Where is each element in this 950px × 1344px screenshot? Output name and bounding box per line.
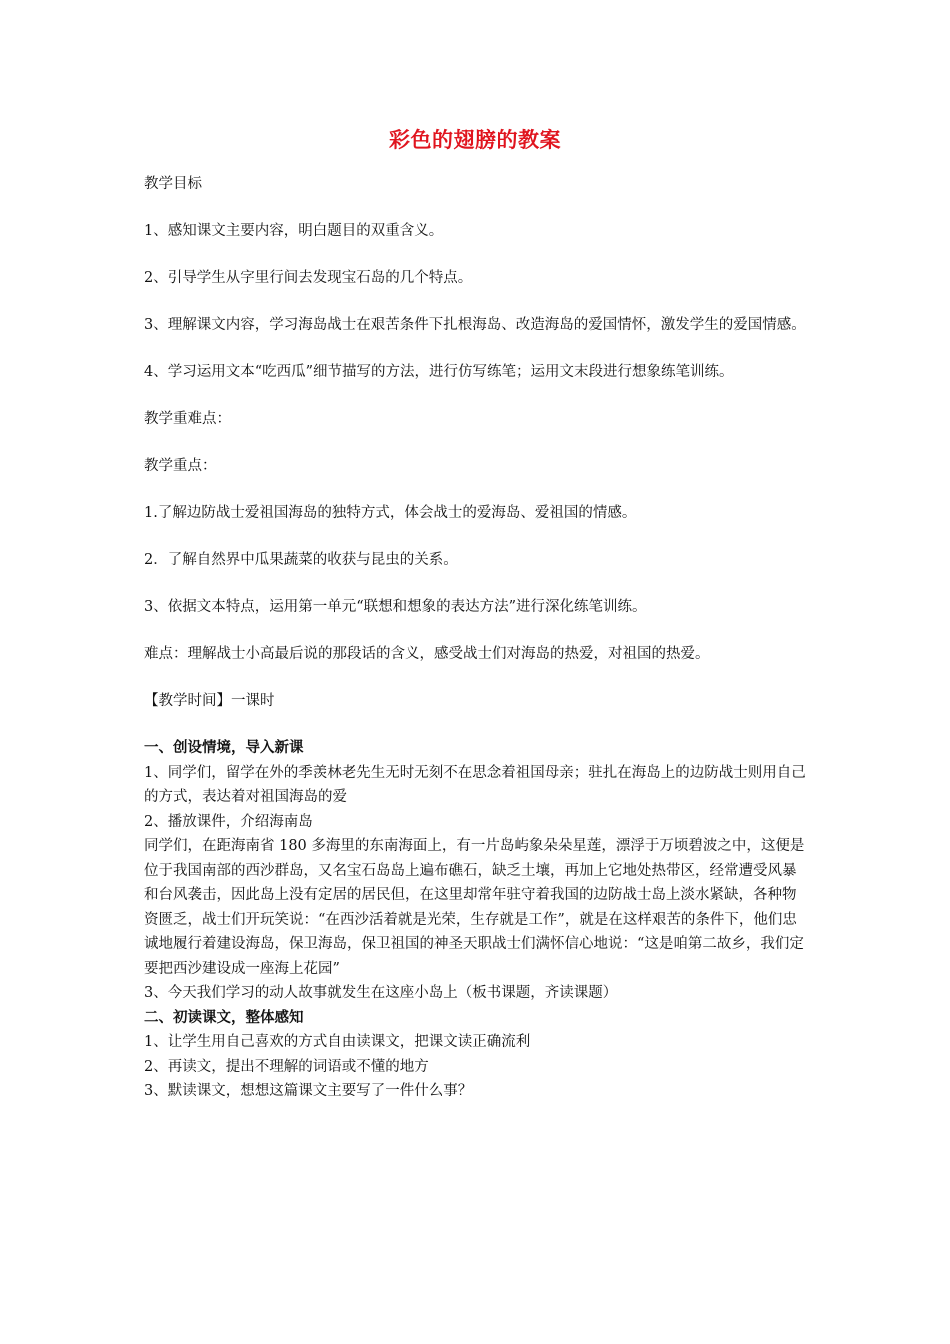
key-difficult-heading: 教学重难点： bbox=[144, 411, 231, 427]
objective-item: 3、理解课文内容，学习海岛战士在艰苦条件下扎根海岛、改造海岛的爱国情怀，激发学生的爱国情感。 bbox=[144, 317, 806, 333]
difficulty-text: 难点：理解战士小高最后说的那段话的含义，感受战士们对海岛的热爱，对祖国的热爱。 bbox=[144, 646, 710, 662]
document-body bbox=[144, 172, 808, 1104]
objective-item: 4、学习运用文本“吃西瓜”细节描写的方法，进行仿写练笔；运用文末段进行想象练笔训练。 bbox=[144, 364, 734, 380]
objectives-heading: 教学目标 bbox=[144, 176, 202, 192]
teaching-time: 【教学时间】一课时 bbox=[144, 693, 275, 709]
section-2-item: 1、让学生用自己喜欢的方式自由读课文，把课文读正确流利 bbox=[144, 1034, 531, 1050]
section-2-item: 3、默读课文，想想这篇课文主要写了一件什么事？ bbox=[144, 1083, 473, 1099]
objective-item: 2、引导学生从字里行间去发现宝石岛的几个特点。 bbox=[144, 270, 473, 286]
objective-item: 1、感知课文主要内容，明白题目的双重含义。 bbox=[144, 223, 444, 239]
document-title: 彩色的翅膀的教案 bbox=[389, 128, 561, 152]
section-2-item: 2、再读文，提出不理解的词语或不懂的地方 bbox=[144, 1058, 429, 1075]
section-1-item: 同学们，在距海南省 180 多海里的东南海面上，有一片岛屿象朵朵星莲，漂浮于万顷碧波之中，这便是位于我国南部的西沙群岛，又名宝石岛岛上遍布礁石，缺乏土壤，再加上它地处热带区，经常遭受风暴和台风袭击，因此岛上没有定居的居民但，在这里却常年驻守着我国的边防战士岛上淡水紧缺，各种物资匮乏，战士们开玩笑说：“在西沙活着就是光荣，生存就是工作”，就是在这样艰苦的条件下，他们忠诚地履行着建设海岛，保卫海岛，保卫祖国的神圣天职战士们满怀信心地说：“这是咱第二故乡，我们定要把西沙建设成一座海上花园” bbox=[144, 838, 805, 977]
section-1-heading: 一、创设情境，导入新课 bbox=[144, 740, 304, 756]
key-points-heading: 教学重点： bbox=[144, 458, 217, 474]
section-1-item: 1、同学们，留学在外的季羡林老先生无时无刻不在思念着祖国母亲；驻扎在海岛上的边防战士则用自己的方式，表达着对祖国海岛的爱 bbox=[144, 764, 806, 805]
section-2 bbox=[144, 1006, 808, 1104]
section-1 bbox=[144, 736, 808, 1006]
key-point-item: 1.了解边防战士爱祖国海岛的独特方式，体会战士的爱海岛、爱祖国的情感。 bbox=[144, 505, 637, 521]
section-1-item: 2、播放课件，介绍海南岛 bbox=[144, 813, 313, 830]
section-1-item: 3、今天我们学习的动人故事就发生在这座小岛上（板书课题，齐读课题） bbox=[144, 985, 618, 1001]
section-2-heading: 二、初读课文，整体感知 bbox=[144, 1009, 304, 1026]
key-point-item: 3、依据文本特点，运用第一单元“联想和想象的表达方法”进行深化练笔训练。 bbox=[144, 599, 647, 615]
key-point-item: 2．了解自然界中瓜果蔬菜的收获与昆虫的关系。 bbox=[144, 552, 458, 568]
